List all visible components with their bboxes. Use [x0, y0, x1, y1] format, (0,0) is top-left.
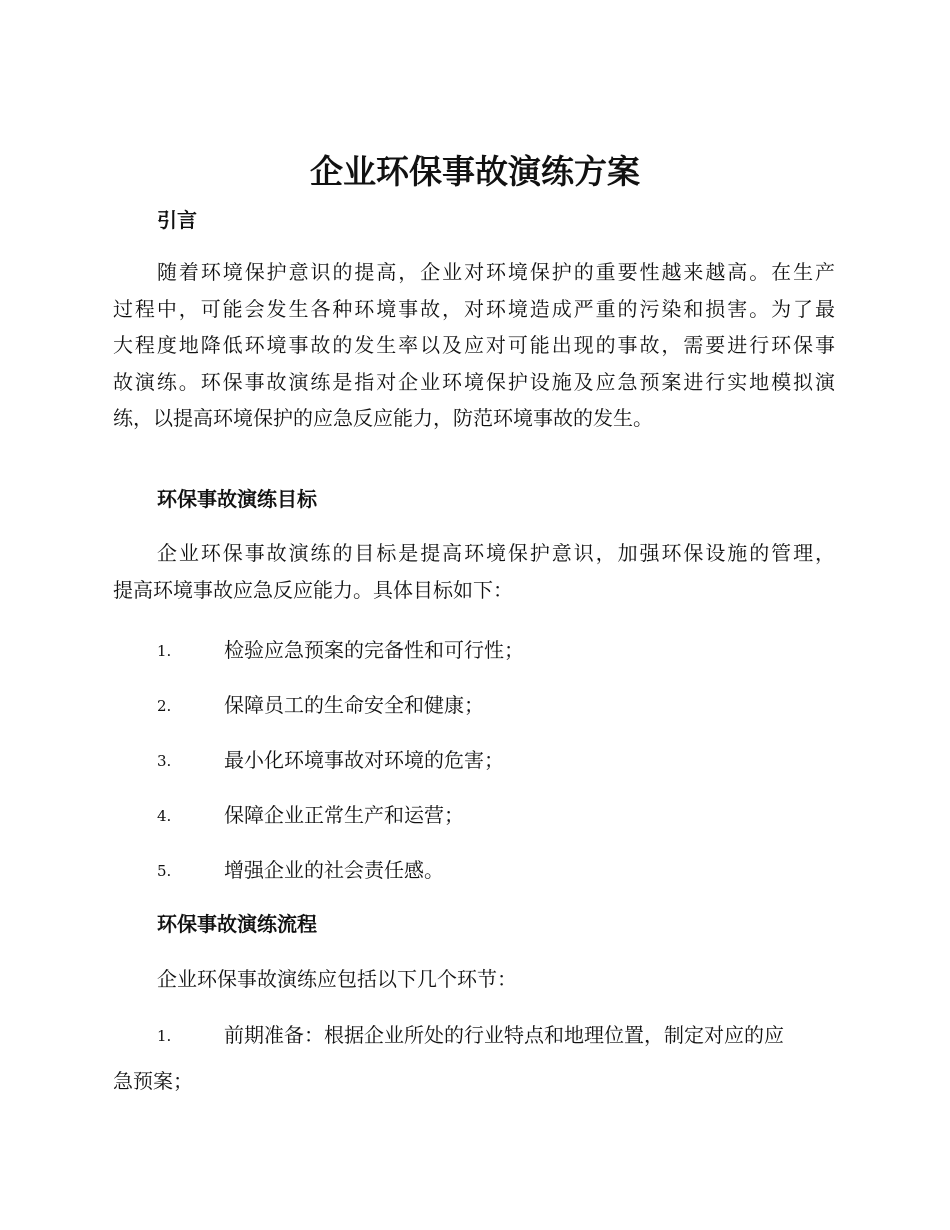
- section-heading-goals: 环保事故演练目标: [157, 487, 317, 511]
- list-item-number: 2.: [157, 697, 172, 715]
- paragraph-line: 故演练。环保事故演练是指对企业环境保护设施及应急预案进行实地模拟演: [113, 369, 835, 394]
- list-item-number: 3.: [157, 752, 172, 770]
- list-item: [157, 746, 504, 775]
- list-item-text: 检验应急预案的完备性和可行性；: [224, 638, 524, 662]
- list-item-number: 1.: [157, 1027, 172, 1045]
- list-item: [157, 636, 524, 665]
- section-heading-intro: 引言: [157, 208, 197, 232]
- list-item: [157, 856, 444, 885]
- list-item-text: 前期准备：根据企业所处的行业特点和地理位置，制定对应的应: [224, 1023, 784, 1047]
- list-item: [113, 1013, 835, 1104]
- list-item: [157, 691, 484, 720]
- process-intro-paragraph: [157, 965, 517, 993]
- paragraph-line: 企业环保事故演练的目标是提高环境保护意识，加强环保设施的管理，: [157, 541, 835, 565]
- section-heading-process: 环保事故演练流程: [157, 912, 317, 936]
- document-title: 企业环保事故演练方案: [310, 152, 640, 191]
- paragraph-line: 练，以提高环境保护的应急反应能力，防范环境事故的发生。: [113, 406, 653, 430]
- list-item-number: 1.: [157, 642, 172, 660]
- list-item-line: 急预案；: [113, 1069, 193, 1093]
- list-item-text: 保障企业正常生产和运营；: [224, 803, 464, 827]
- intro-paragraph: [113, 254, 835, 437]
- goals-paragraph: [113, 535, 835, 608]
- paragraph-line: 随着环境保护意识的提高，企业对环境保护的重要性越来越高。在生产: [157, 260, 835, 284]
- list-item-number: 4.: [157, 807, 172, 825]
- list-item-text: 保障员工的生命安全和健康；: [224, 693, 484, 717]
- list-item-line: [113, 1013, 835, 1059]
- list-item: [157, 801, 464, 830]
- paragraph-line: 提高环境事故应急反应能力。具体目标如下：: [113, 577, 513, 602]
- paragraph-line: 企业环保事故演练应包括以下几个环节：: [157, 967, 517, 991]
- paragraph-line: 大程度地降低环境事故的发生率以及应对可能出现的事故，需要进行环保事: [113, 333, 835, 357]
- list-item-text: 最小化环境事故对环境的危害；: [224, 748, 504, 772]
- list-item-number: 5.: [157, 862, 172, 880]
- list-item-text: 增强企业的社会责任感。: [224, 858, 444, 882]
- paragraph-line: 过程中，可能会发生各种环境事故，对环境造成严重的污染和损害。为了最: [113, 296, 835, 321]
